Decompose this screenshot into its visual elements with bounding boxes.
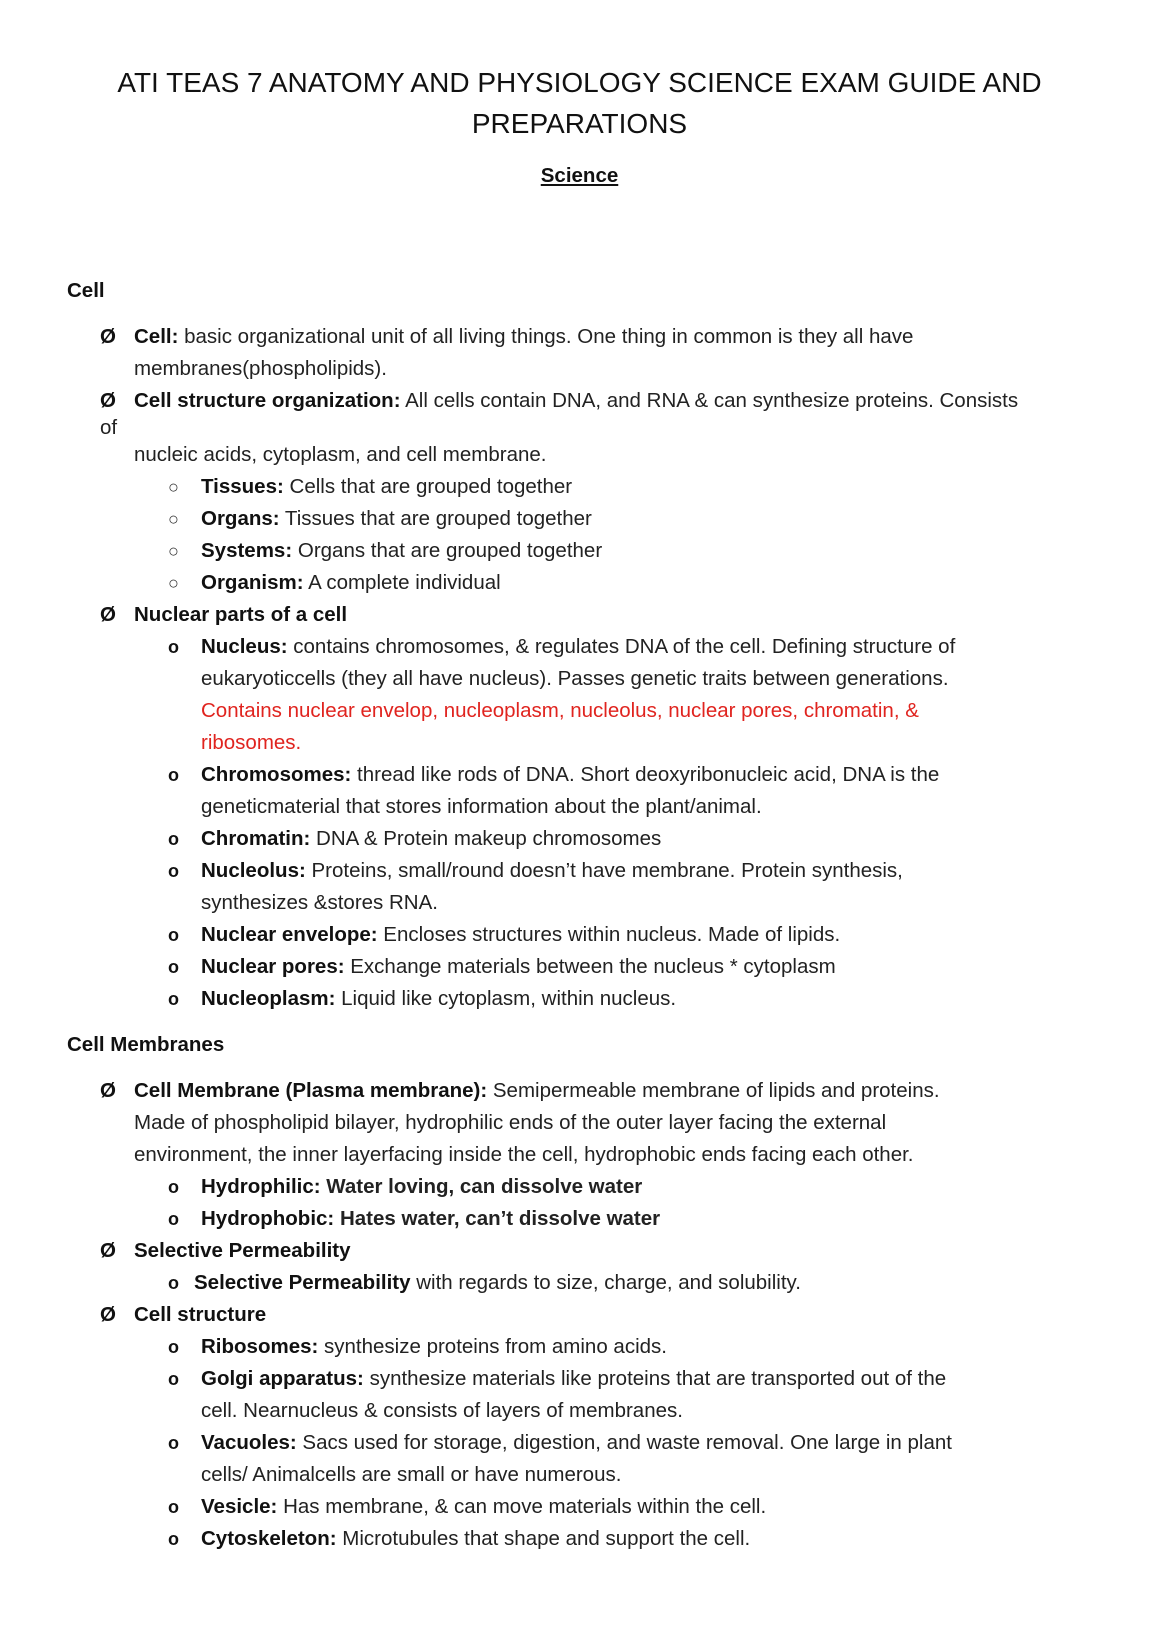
item-term: Hydrophilic: [201,1175,321,1198]
item-term: Nucleoplasm: [201,987,336,1010]
item-term: Hydrophobic: [201,1207,335,1230]
circle-bullet-icon: o [168,861,179,881]
item-term: Nucleus: [201,635,288,658]
section [67,275,1127,1015]
circle-bullet-icon: o [168,1433,179,1453]
item-term: Nuclear envelope: [201,923,378,946]
circle-bullet-icon: o [168,1209,179,1229]
bullet-item [67,321,1094,385]
arrow-bullet-icon: Ø [100,603,116,626]
section-heading: Cell Membranes [67,1033,225,1056]
item-term: Golgi apparatus: [201,1367,364,1390]
item-term: Cytoskeleton: [201,1527,337,1550]
bullet-item [67,1299,1094,1331]
item-term: Nuclear parts of a cell [134,603,348,626]
circle-bullet-icon: o [168,1369,179,1389]
circle-bullet-icon: o [168,1497,179,1517]
circle-bullet-icon: ○ [168,509,179,529]
sub-bullet-item [67,983,1101,1015]
item-term: Tissues: [201,475,284,498]
item-text: Has membrane, & can move materials within the cell. [277,1495,767,1518]
sub-bullet-item [67,1523,1101,1555]
circle-bullet-icon: o [168,957,179,977]
sub-bullet-item [67,503,1101,535]
sub-bullet-item [67,1363,1101,1427]
item-text: Exchange materials between the nucleus * cytoplasm [344,955,836,978]
item-text: Organs that are grouped together [292,539,603,562]
item-term: Systems: [201,539,293,562]
arrow-bullet-icon: Ø [100,1079,116,1102]
sub-bullet-item [67,855,1101,919]
item-text: A complete individual [303,571,501,594]
item-text: Proteins, small/round doesn’t have membrane. Protein synthesis, synthesizes &stores RNA. [201,859,903,914]
item-term: Cell Membrane (Plasma membrane): [134,1079,488,1102]
sub-bullet-item [67,1267,1094,1299]
sub-bullet-item [67,823,1101,855]
section-heading: Cell [67,279,105,302]
sub-bullet-item [67,535,1101,567]
document-title: ATI TEAS 7 ANATOMY AND PHYSIOLOGY SCIENCE EXAM GUIDE AND PREPARATIONS [117,67,1042,139]
item-text: thread like rods of DNA. Short deoxyribonucleic acid, DNA is the geneticmaterial that stores information about the plant/animal. [201,763,940,818]
sub-bullet-item [67,1331,1101,1363]
document-subtitle: Science [540,164,619,187]
item-term: Selective Permeability [194,1271,411,1294]
circle-bullet-icon: ○ [168,541,179,561]
item-term: Cell structure organization: [134,389,401,412]
circle-bullet-icon: o [168,1529,179,1549]
circle-bullet-icon: o [168,765,179,785]
item-term: Cell: [134,325,179,348]
item-term: Chromosomes: [201,763,352,786]
item-term: Cell structure [134,1303,267,1326]
arrow-bullet-icon: Ø [100,389,116,412]
item-text: with regards to size, charge, and solubility. [410,1271,801,1294]
sub-bullet-item [67,1203,1101,1235]
item-text: DNA & Protein makeup chromosomes [310,827,662,850]
arrow-bullet-icon: Ø [100,1239,116,1262]
circle-bullet-icon: o [168,1337,179,1357]
item-text: Microtubules that shape and support the cell. [336,1527,751,1550]
sub-bullet-item [67,631,1101,759]
circle-bullet-icon: ○ [168,573,179,593]
sub-bullet-item [67,1491,1101,1523]
circle-bullet-icon: o [168,1273,179,1293]
arrow-bullet-icon: Ø [100,325,116,348]
circle-bullet-icon: o [168,989,179,1009]
item-text: Cells that are grouped together [283,475,573,498]
item-text: contains chromosomes, & regulates DNA of the cell. Defining structure of eukaryoticcells (they all have nucleus). Passes genetic traits between generations. [201,635,956,690]
section [67,1029,1127,1555]
bullet-item [67,1075,1094,1171]
sub-bullet-item [67,567,1101,599]
item-term: Nuclear pores: [201,955,345,978]
item-text: Sacs used for storage, digestion, and waste removal. One large in plant cells/ Animalcells are small or have numerous. [201,1431,952,1486]
sub-bullet-item [67,759,1101,823]
sub-bullet-item [67,471,1101,503]
item-term: Ribosomes: [201,1335,319,1358]
item-text: All cells contain DNA, and RNA & can synthesize proteins. Consists [400,389,1019,412]
highlighted-text: Contains nuclear envelop, nucleoplasm, nucleolus, nuclear pores, chromatin, & ribosomes. [201,699,919,754]
item-text: synthesize proteins from amino acids. [318,1335,667,1358]
arrow-bullet-icon: Ø [100,1303,116,1326]
sub-bullet-item [67,1427,1101,1491]
bullet-item [67,385,1094,471]
bullet-item [67,599,1094,631]
item-text: basic organizational unit of all living things. One thing in common is they all have membranes(phospholipids). [134,325,914,380]
item-term: Selective Permeability [134,1239,351,1262]
item-text-wrap: of [100,416,118,439]
item-term: Organism: [201,571,304,594]
circle-bullet-icon: o [168,1177,179,1197]
sub-bullet-item [67,951,1101,983]
circle-bullet-icon: ○ [168,477,179,497]
item-term: Vesicle: [201,1495,278,1518]
sub-bullet-item [67,1171,1101,1203]
item-text: Water loving, can dissolve water [320,1175,643,1198]
item-text: Liquid like cytoplasm, within nucleus. [335,987,677,1010]
circle-bullet-icon: o [168,637,179,657]
item-text: synthesize materials like proteins that are transported out of the cell. Nearnucleus & consists of layers of membranes. [201,1367,947,1422]
item-text: Encloses structures within nucleus. Made of lipids. [377,923,841,946]
item-term: Chromatin: [201,827,311,850]
item-text: Tissues that are grouped together [279,507,592,530]
item-term: Nucleolus: [201,859,306,882]
item-text: Hates water, can’t dissolve water [334,1207,661,1230]
item-term: Organs: [201,507,280,530]
bullet-item [67,1235,1094,1267]
circle-bullet-icon: o [168,925,179,945]
item-text: Semipermeable membrane of lipids and proteins. Made of phospholipid bilayer, hydrophilic ends of the outer layer facing the external environment, the inner layerfacing inside the cell, hydrophobic ends facing each other. [134,1079,940,1166]
item-text-continued: nucleic acids, cytoplasm, and cell membrane. [134,443,547,466]
document-content [67,275,1127,1555]
item-term: Vacuoles: [201,1431,297,1454]
sub-bullet-item [67,919,1101,951]
circle-bullet-icon: o [168,829,179,849]
